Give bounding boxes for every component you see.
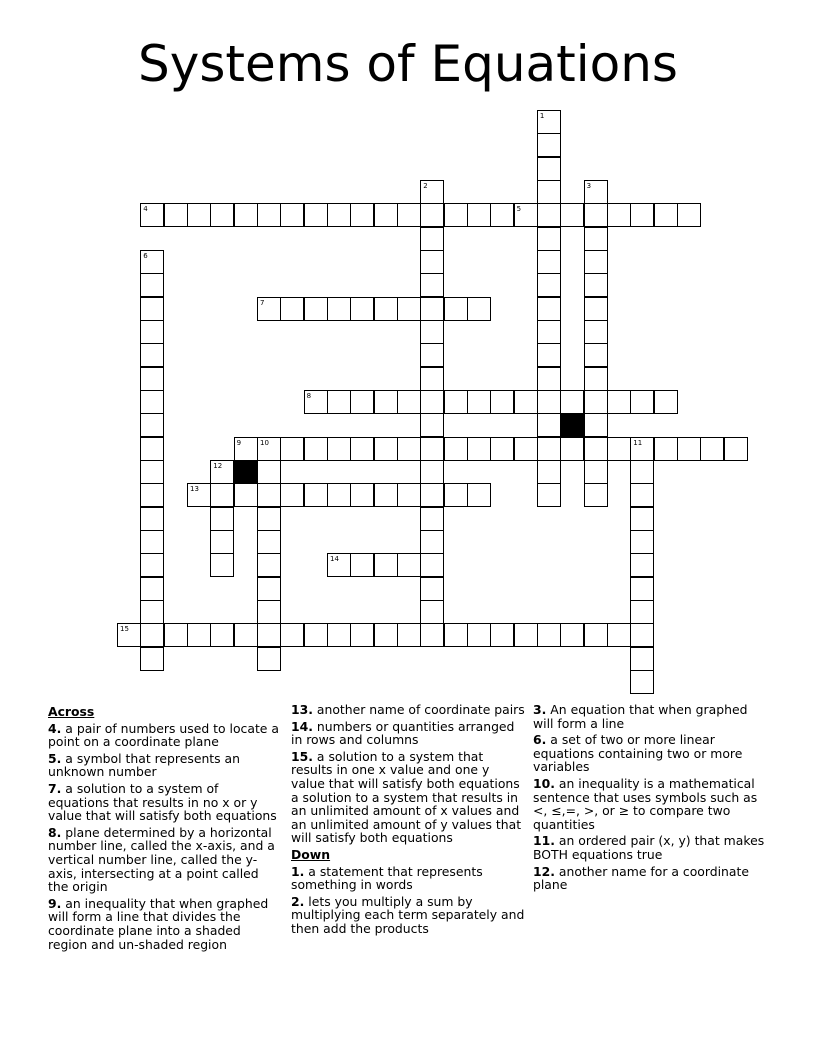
grid-cell[interactable] [630, 437, 654, 461]
grid-cell[interactable] [467, 483, 491, 507]
grid-cell[interactable] [537, 437, 561, 461]
grid-cell[interactable] [140, 460, 164, 484]
clue-down-12: 12. another name for a coordinate plane [533, 863, 749, 893]
grid-cell[interactable] [257, 600, 281, 624]
grid-cell[interactable] [560, 203, 584, 227]
grid-cell[interactable] [584, 227, 608, 251]
grid-cell[interactable] [537, 367, 561, 391]
grid-cell[interactable] [630, 203, 654, 227]
grid-cell[interactable] [420, 437, 444, 461]
clue-down-2: 2. lets you multiply a sum by multiplying each term separately and then add the products [291, 893, 525, 936]
grid-cell[interactable] [490, 203, 514, 227]
grid-cell[interactable] [210, 553, 234, 577]
grid-cell[interactable] [140, 367, 164, 391]
grid-cell[interactable] [257, 437, 281, 461]
grid-cell[interactable] [327, 203, 351, 227]
clues-column-3 [533, 703, 765, 895]
grid-cell[interactable] [630, 577, 654, 601]
grid-cell[interactable] [350, 483, 374, 507]
grid-cell[interactable] [420, 390, 444, 414]
grid-cell[interactable] [280, 297, 304, 321]
grid-cell[interactable] [630, 460, 654, 484]
clue-down-3: 3. An equation that when graphed will form a line [533, 702, 748, 731]
grid-cell[interactable] [374, 437, 398, 461]
grid-cell[interactable] [420, 530, 444, 554]
grid-cell[interactable] [630, 483, 654, 507]
clue-down-6: 6. a set of two or more linear equations containing two or more variables [533, 732, 743, 775]
grid-cell[interactable] [210, 203, 234, 227]
clue-number: 6 [143, 252, 148, 260]
clue-across-15: 15. a solution to a system that results in one x value and one y value that will satisfy both equations a solution to a system that results in an unlimited amount of x values and an unlimited amount of y values that will satisfy both equations [291, 748, 522, 846]
grid-cell[interactable] [140, 320, 164, 344]
grid-cell[interactable] [257, 460, 281, 484]
grid-cell[interactable] [304, 390, 328, 414]
grid-cell[interactable] [584, 483, 608, 507]
grid-cell[interactable] [654, 390, 678, 414]
grid-cell[interactable] [420, 273, 444, 297]
grid-cell[interactable] [257, 507, 281, 531]
grid-cell[interactable] [397, 437, 421, 461]
grid-cell[interactable] [420, 623, 444, 647]
grid-cell[interactable] [607, 623, 631, 647]
grid-cell[interactable] [537, 297, 561, 321]
grid-block [560, 413, 584, 437]
grid-cell[interactable] [397, 623, 421, 647]
grid-cell[interactable] [537, 180, 561, 204]
grid-cell[interactable] [514, 390, 538, 414]
grid-cell[interactable] [140, 647, 164, 671]
grid-cell[interactable] [304, 437, 328, 461]
grid-cell[interactable] [304, 297, 328, 321]
grid-cell[interactable] [607, 437, 631, 461]
grid-cell[interactable] [374, 390, 398, 414]
grid-cell[interactable] [630, 507, 654, 531]
grid-cell[interactable] [140, 390, 164, 414]
grid-cell[interactable] [537, 157, 561, 181]
grid-cell[interactable] [257, 577, 281, 601]
grid-cell[interactable] [374, 297, 398, 321]
grid-cell[interactable] [397, 553, 421, 577]
grid-cell[interactable] [584, 343, 608, 367]
clue-number: 9 [236, 438, 242, 447]
grid-cell[interactable] [234, 437, 258, 461]
grid-cell[interactable] [724, 437, 748, 461]
grid-cell[interactable] [234, 483, 258, 507]
grid-cell[interactable] [397, 203, 421, 227]
grid-cell[interactable] [537, 343, 561, 367]
grid-cell[interactable] [420, 367, 444, 391]
grid-cell[interactable] [140, 577, 164, 601]
grid-cell[interactable] [467, 390, 491, 414]
grid-cell[interactable] [537, 110, 561, 134]
grid-cell[interactable] [210, 460, 234, 484]
grid-cell[interactable] [304, 623, 328, 647]
grid-cell[interactable] [584, 460, 608, 484]
grid-cell[interactable] [444, 390, 468, 414]
clue-across-9: 9. an inequality that when graphed will form a line that divides the coordinate plane into a shaded region and un-shaded region [48, 895, 269, 952]
grid-cell[interactable] [677, 437, 701, 461]
grid-cell[interactable] [537, 623, 561, 647]
grid-cell[interactable] [537, 320, 561, 344]
grid-cell[interactable] [420, 320, 444, 344]
clue-number: 13 [190, 485, 199, 494]
grid-cell[interactable] [140, 507, 164, 531]
clue-down-11: 11. an ordered pair (x, y) that makes BOTH equations true [533, 833, 765, 862]
grid-cell[interactable] [420, 483, 444, 507]
grid-cell[interactable] [607, 203, 631, 227]
grid-cell[interactable] [514, 437, 538, 461]
grid-cell[interactable] [140, 413, 164, 437]
grid-cell[interactable] [420, 343, 444, 367]
grid-cell[interactable] [444, 483, 468, 507]
grid-cell[interactable] [187, 623, 211, 647]
grid-cell[interactable] [327, 390, 351, 414]
grid-cell[interactable] [327, 553, 351, 577]
grid-cell[interactable] [420, 507, 444, 531]
grid-cell[interactable] [140, 600, 164, 624]
grid-cell[interactable] [140, 203, 164, 227]
grid-cell[interactable] [537, 227, 561, 251]
grid-cell[interactable] [654, 203, 678, 227]
grid-cell[interactable] [467, 623, 491, 647]
grid-cell[interactable] [490, 390, 514, 414]
grid-cell[interactable] [514, 203, 538, 227]
grid-cell[interactable] [537, 483, 561, 507]
grid-cell[interactable] [537, 413, 561, 437]
grid-cell[interactable] [140, 530, 164, 554]
grid-cell[interactable] [467, 297, 491, 321]
grid-cell[interactable] [140, 483, 164, 507]
clue-across-4: 4. a pair of numbers used to locate a point on a coordinate plane [48, 720, 279, 750]
grid-cell[interactable] [210, 483, 234, 507]
clue-number: 14 [330, 555, 339, 564]
grid-cell[interactable] [257, 530, 281, 554]
grid-cell[interactable] [607, 390, 631, 414]
clue-number: 10 [260, 438, 269, 447]
grid-cell[interactable] [420, 180, 444, 204]
grid-cell[interactable] [537, 133, 561, 157]
grid-cell[interactable] [584, 390, 608, 414]
grid-cell[interactable] [280, 483, 304, 507]
grid-cell[interactable] [584, 320, 608, 344]
grid-cell[interactable] [584, 273, 608, 297]
grid-cell[interactable] [327, 623, 351, 647]
grid-cell[interactable] [257, 203, 281, 227]
grid-cell[interactable] [420, 577, 444, 601]
grid-cell[interactable] [140, 623, 164, 647]
grid-cell[interactable] [140, 250, 164, 274]
grid-cell[interactable] [420, 460, 444, 484]
grid-cell[interactable] [280, 623, 304, 647]
grid-cell[interactable] [444, 297, 468, 321]
grid-cell[interactable] [537, 250, 561, 274]
grid-cell[interactable] [420, 203, 444, 227]
grid-cell[interactable] [327, 483, 351, 507]
grid-cell[interactable] [164, 623, 188, 647]
clue-across-14: 14. numbers or quantities arranged in rows and columns [291, 718, 515, 748]
clue-down-1: 1. a statement that represents something in words [291, 863, 483, 893]
grid-cell[interactable] [304, 203, 328, 227]
grid-cell[interactable] [420, 297, 444, 321]
clue-number: 4 [143, 205, 148, 214]
clues-column-1 [48, 703, 280, 954]
grid-cell[interactable] [327, 437, 351, 461]
grid-cell[interactable] [350, 203, 374, 227]
grid-cell[interactable] [537, 390, 561, 414]
grid-cell[interactable] [584, 250, 608, 274]
grid-block [234, 460, 258, 484]
grid-cell[interactable] [444, 437, 468, 461]
grid-cell[interactable] [630, 670, 654, 694]
grid-cell[interactable] [210, 507, 234, 531]
grid-cell[interactable] [257, 297, 281, 321]
grid-cell[interactable] [187, 483, 211, 507]
clues-column-2 [291, 703, 527, 939]
grid-cell[interactable] [537, 203, 561, 227]
grid-cell[interactable] [234, 203, 258, 227]
grid-cell[interactable] [584, 203, 608, 227]
grid-cell[interactable] [140, 297, 164, 321]
clue-across-7: 7. a solution to a system of equations that results in no x or y value that will satisfy both equations [48, 780, 277, 824]
grid-cell[interactable] [350, 553, 374, 577]
grid-cell[interactable] [187, 203, 211, 227]
grid-cell[interactable] [374, 203, 398, 227]
grid-cell[interactable] [164, 203, 188, 227]
grid-cell[interactable] [584, 180, 608, 204]
grid-cell[interactable] [140, 553, 164, 577]
clue-number: 7 [260, 298, 265, 307]
grid-cell[interactable] [280, 437, 304, 461]
grid-cell[interactable] [700, 437, 724, 461]
grid-cell[interactable] [584, 367, 608, 391]
clue-down-10: 10. an inequality is a mathematical sentence that uses symbols such as <, ≤,=, >, or ≥ to compare two quantities [533, 775, 758, 832]
grid-cell[interactable] [584, 297, 608, 321]
clue-number: 15 [120, 625, 129, 634]
down-heading: Down [291, 846, 331, 862]
grid-cell[interactable] [420, 227, 444, 251]
page-title: Systems of Equations [138, 35, 678, 93]
grid-cell[interactable] [514, 623, 538, 647]
clue-across-8: 8. plane determined by a horizontal number line, called the x-axis, and a vertical number line, called the y-axis, intersecting at a point called the origin [48, 824, 275, 895]
grid-cell[interactable] [117, 623, 141, 647]
grid-cell[interactable] [257, 483, 281, 507]
across-heading: Across [48, 704, 95, 719]
grid-cell[interactable] [210, 623, 234, 647]
grid-cell[interactable] [490, 623, 514, 647]
grid-cell[interactable] [560, 390, 584, 414]
grid-cell[interactable] [420, 250, 444, 274]
grid-cell[interactable] [677, 203, 701, 227]
clue-number: 5 [516, 205, 522, 214]
grid-cell[interactable] [210, 530, 234, 554]
grid-cell[interactable] [374, 553, 398, 577]
clue-across-13: 13. another name of coordinate pairs [291, 702, 525, 717]
grid-cell[interactable] [140, 273, 164, 297]
grid-cell[interactable] [654, 437, 678, 461]
grid-cell[interactable] [584, 623, 608, 647]
grid-cell[interactable] [537, 273, 561, 297]
grid-cell[interactable] [584, 437, 608, 461]
clue-number: 3 [586, 182, 592, 190]
grid-cell[interactable] [467, 437, 491, 461]
grid-cell[interactable] [630, 647, 654, 671]
grid-cell[interactable] [374, 623, 398, 647]
grid-cell[interactable] [630, 600, 654, 624]
grid-cell[interactable] [630, 553, 654, 577]
grid-cell[interactable] [420, 413, 444, 437]
grid-cell[interactable] [397, 297, 421, 321]
grid-cell[interactable] [350, 437, 374, 461]
grid-cell[interactable] [420, 553, 444, 577]
grid-cell[interactable] [234, 623, 258, 647]
clue-number: 12 [213, 461, 223, 470]
clue-number: 1 [539, 112, 545, 120]
grid-cell[interactable] [490, 437, 514, 461]
grid-cell[interactable] [560, 623, 584, 647]
grid-cell[interactable] [630, 390, 654, 414]
grid-cell[interactable] [444, 623, 468, 647]
grid-cell[interactable] [444, 203, 468, 227]
grid-cell[interactable] [257, 647, 281, 671]
grid-cell[interactable] [304, 483, 328, 507]
grid-cell[interactable] [560, 437, 584, 461]
grid-cell[interactable] [630, 530, 654, 554]
grid-cell[interactable] [140, 343, 164, 367]
clue-number: 8 [306, 392, 312, 400]
grid-cell[interactable] [537, 460, 561, 484]
clue-number: 11 [633, 438, 643, 447]
grid-cell[interactable] [257, 553, 281, 577]
grid-cell[interactable] [350, 390, 374, 414]
grid-cell[interactable] [584, 413, 608, 437]
grid-cell[interactable] [374, 483, 398, 507]
grid-cell[interactable] [420, 600, 444, 624]
clue-number: 2 [423, 182, 428, 190]
grid-cell[interactable] [327, 297, 351, 321]
grid-cell[interactable] [280, 203, 304, 227]
grid-cell[interactable] [397, 483, 421, 507]
grid-cell[interactable] [630, 623, 654, 647]
grid-cell[interactable] [467, 203, 491, 227]
grid-cell[interactable] [350, 623, 374, 647]
grid-cell[interactable] [350, 297, 374, 321]
clue-across-5: 5. a symbol that represents an unknown number [48, 750, 240, 780]
grid-cell[interactable] [140, 437, 164, 461]
grid-cell[interactable] [257, 623, 281, 647]
grid-cell[interactable] [397, 390, 421, 414]
